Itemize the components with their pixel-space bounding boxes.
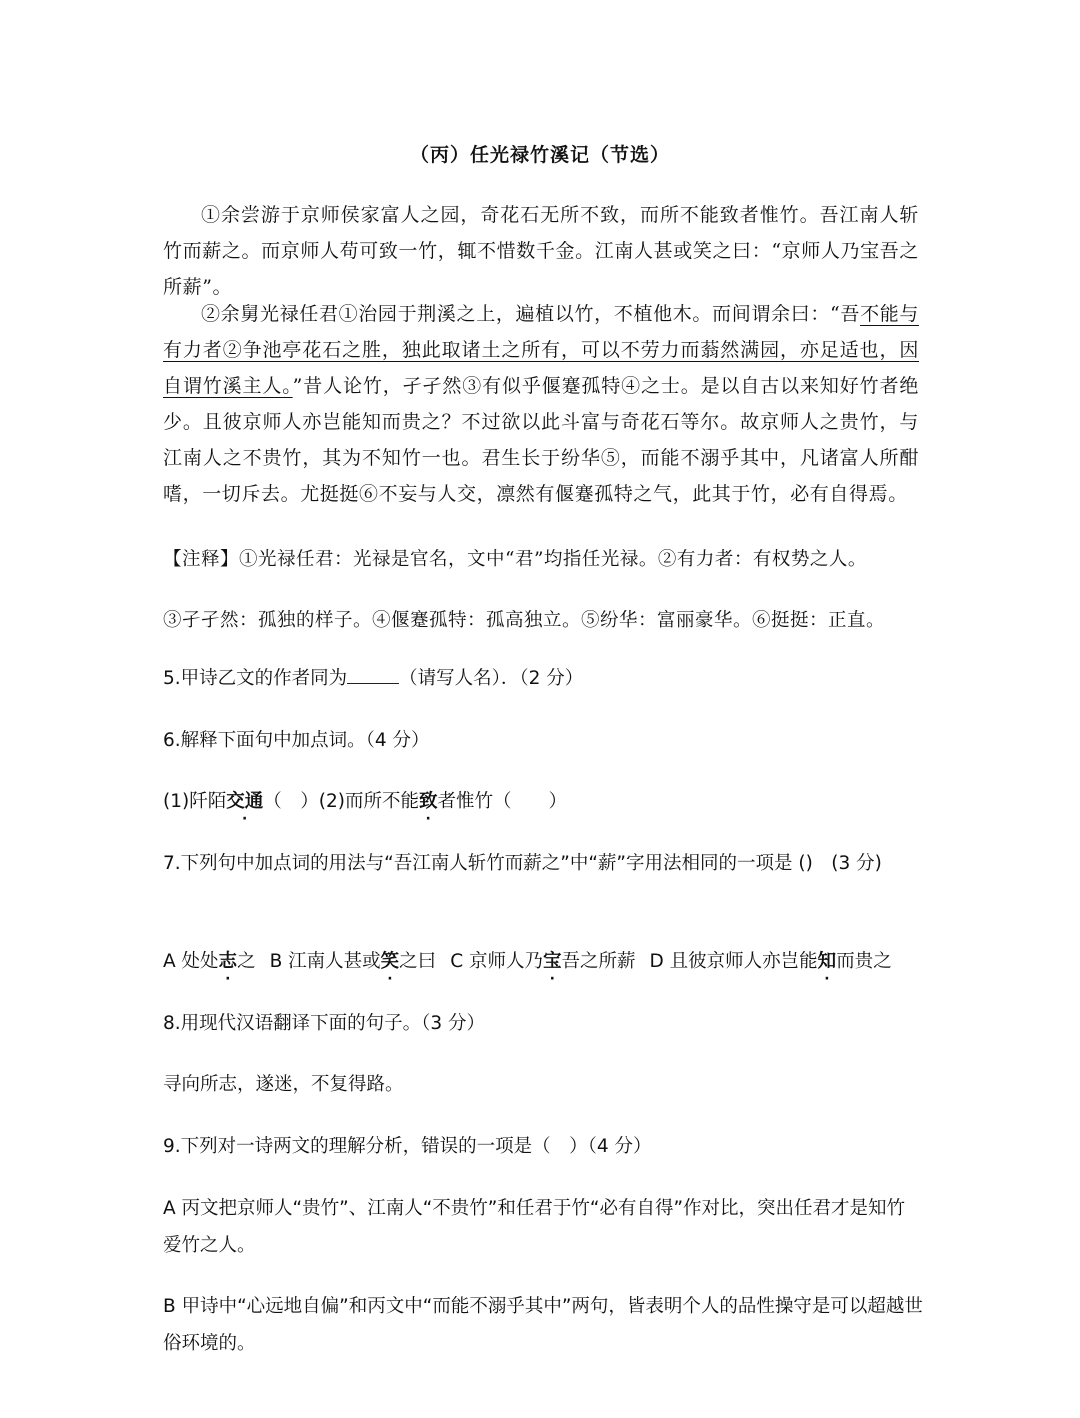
option-a-pre: A 处处: [163, 951, 219, 972]
q6-item2-tail: 者惟竹（ ）: [437, 791, 567, 812]
option-a-dotted: 志: [218, 951, 238, 972]
question-5: [163, 661, 923, 697]
underlined-quote: 不能与有力者②争池亭花石之胜，独此取诸土之所有，可以不劳力而蓊然满园，亦足适也，因自谓竹溪主人。: [163, 303, 919, 397]
question-9-option-b[interactable]: B 甲诗中“心远地自偏”和丙文中“而能不溺乎其中”两句，皆表明个人的品性操守是可以超越世俗环境的。: [163, 1296, 923, 1354]
q6-item1-text: (1)阡陌: [163, 791, 227, 812]
question-5-tail: （请写人名）．（2 分）: [399, 668, 584, 689]
option-a[interactable]: [163, 944, 256, 980]
option-b-post: 之曰: [399, 951, 437, 972]
question-6-stem: 6.解释下面句中加点词。（4 分）: [163, 730, 430, 751]
question-5-stem: 5.甲诗乙文的作者同为: [163, 668, 348, 689]
question-7-stem: 7.下列句中加点词的用法与“吾江南人斩竹而薪之”中“薪”字用法相同的一项是 () (3 分): [163, 853, 882, 874]
paragraph-1-text: ①余尝游于京师侯家富人之园，奇花石无所不致，而所不能致者惟竹。吾江南人斩竹而薪之。而京师人苟可致一竹，辄不惜数千金。江南人甚或笑之曰：“京师人乃宝吾之所薪”。: [163, 204, 919, 298]
dotted-word-jiaotong: 交通: [226, 791, 264, 812]
option-a-post: 之: [237, 951, 256, 972]
annotation-line-2: ③孑孑然：孤独的样子。④偃蹇孤特：孤高独立。⑤纷华：富丽豪华。⑥挺挺：正直。: [163, 610, 886, 631]
paragraph-2: [163, 296, 919, 512]
option-c[interactable]: [450, 944, 635, 980]
option-c-pre: C 京师人乃: [450, 951, 543, 972]
question-7-options: [163, 944, 923, 980]
paragraph-2-rest: ”昔人论竹，孑孑然③有似乎偃蹇孤特④之士。是以自古以来知好竹者绝少。且彼京师人亦岂能知而贵之？不过欲以此斗富与奇花石等尔。故京师人之贵竹，与江南人之不贵竹，其为不知竹一也。君生长于纷华⑤，而能不溺乎其中，凡诸富人所酣嗜，一切斥去。尤挺挺⑥不妄与人交，凛然有偃蹇孤特之气，此其于竹，必有自得焉。: [163, 375, 920, 505]
passage-title: （丙）任光禄竹溪记（节选）: [409, 144, 670, 166]
question-6-items: [163, 784, 923, 820]
paragraph-2-start: ②余舅光禄任君①治园于荆溪之上，遍植以竹，不植他木。而间谓余曰：“吾: [201, 303, 861, 325]
annotation-line-1: 【注释】①光禄任君：光禄是官名，文中“君”均指任光禄。②有力者：有权势之人。: [163, 549, 867, 570]
option-d[interactable]: [650, 944, 892, 980]
dotted-word-zhi: 致: [418, 791, 438, 812]
option-d-pre: D 且彼京师人亦岂能: [649, 951, 818, 972]
question-9-option-a[interactable]: A 丙文把京师人“贵竹”、江南人“不贵竹”和任君于竹“必有自得”作对比，突出任君才是知竹爱竹之人。: [163, 1198, 906, 1256]
question-8-sentence: 寻向所志，遂迷，不复得路。: [163, 1074, 404, 1095]
option-d-post: 而贵之: [836, 951, 892, 972]
answer-blank[interactable]: [347, 665, 399, 684]
option-b[interactable]: [270, 944, 437, 980]
option-b-dotted: 笑: [380, 951, 400, 972]
paragraph-2-text: [163, 296, 919, 512]
option-b-pre: B 江南人甚或: [269, 951, 381, 972]
question-9-stem: 9.下列对一诗两文的理解分析，错误的一项是（ ）（4 分）: [163, 1136, 652, 1157]
option-c-post: 吾之所薪: [561, 951, 636, 972]
option-d-dotted: 知: [817, 951, 837, 972]
option-c-dotted: 宝: [543, 951, 562, 972]
question-8-stem: 8.用现代汉语翻译下面的句子。（3 分）: [163, 1013, 486, 1034]
q6-gap-text: （ ）(2)而所不能: [263, 791, 419, 812]
paragraph-1: [163, 197, 919, 305]
